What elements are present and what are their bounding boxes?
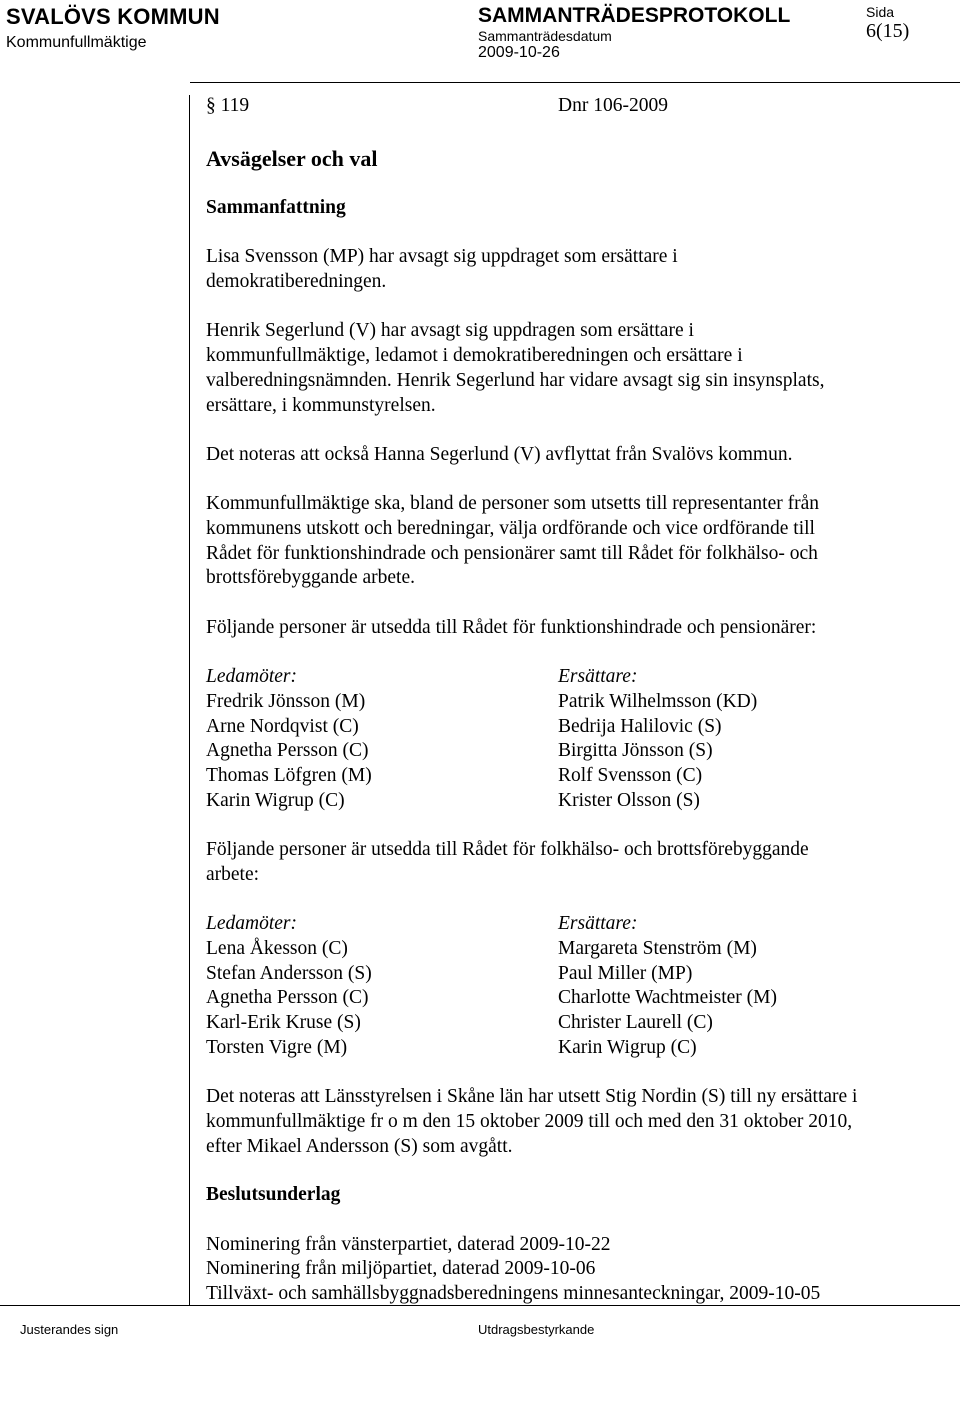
paragraph-5 [206,616,936,641]
text-line: Följande personer är utsedda till Rådet för folkhälso- och brottsförebyggande [206,839,809,861]
text-line: brottsförebyggande arbete. [206,567,415,589]
text-line: efter Mikael Andersson (S) som avgått. [206,1135,513,1157]
page-label: Sida [866,4,895,20]
deputy-name: Krister Olsson (S) [558,789,700,811]
deputies-heading: Ersättare: [558,913,638,935]
text-line: kommunens utskott och beredningar, välja ordförande och vice ordförande till [206,518,815,540]
member-name: Karl-Erik Kruse (S) [206,1012,361,1034]
deputy-name: Christer Laurell (C) [558,1012,713,1034]
deputy-name: Margareta Stenström (M) [558,937,757,959]
section-number: § 119 [206,95,250,116]
text-line: ersättare, i kommunstyrelsen. [206,394,436,416]
margin-line [189,95,190,1305]
text-line: Följande personer är utsedda till Rådet för funktionshindrade och pensionärer: [206,616,817,638]
deputy-name: Bedrija Halilovic (S) [558,715,722,737]
org-name: SVALÖVS KOMMUN [6,4,220,29]
member-name: Agnetha Persson (C) [206,740,369,762]
text-line: kommunfullmäktige, ledamot i demokratiberedningen och ersättare i [206,345,743,367]
deputy-name: Birgitta Jönsson (S) [558,740,713,762]
deputy-name: Charlotte Wachtmeister (M) [558,987,778,1009]
members-heading: Ledamöter: [206,666,297,688]
summary-heading: Sammanfattning [206,197,346,218]
text-line: kommunfullmäktige fr o m den 15 oktober 2009 till och med den 31 oktober 2010, [206,1110,853,1132]
members-column [206,665,558,813]
paragraph-7 [206,1085,936,1159]
basis-item: Nominering från vänsterpartiet, daterad 2009-10-22 [206,1233,611,1255]
paragraph-1 [206,245,936,294]
member-name: Arne Nordqvist (C) [206,715,359,737]
members-column [206,912,558,1060]
extract-certification-label: Utdragsbestyrkande [478,1322,595,1337]
text-line: Kommunfullmäktige ska, bland de personer som utsetts till representanter från [206,493,820,515]
member-name: Agnetha Persson (C) [206,987,369,1009]
page-number: 6(15) [866,20,910,42]
adjuster-signature-label: Justerandes sign [20,1322,119,1337]
paragraph-6 [206,838,936,887]
footer-divider [0,1305,960,1306]
deputies-column [558,665,910,813]
paragraph-3 [206,443,936,468]
paragraph-4 [206,492,936,591]
date-label: Sammanträdesdatum [478,28,612,44]
member-name: Thomas Löfgren (M) [206,765,372,787]
deputies-heading: Ersättare: [558,666,638,688]
section-header [206,94,936,124]
deputy-name: Karin Wigrup (C) [558,1036,697,1058]
member-name: Torsten Vigre (M) [206,1036,348,1058]
header-divider [190,82,960,83]
basis-item: Nominering från miljöpartiet, daterad 2009-10-06 [206,1258,596,1280]
member-name: Stefan Andersson (S) [206,962,372,984]
document-type: SAMMANTRÄDESPROTOKOLL [478,4,791,27]
text-line: demokratiberedningen. [206,271,387,293]
text-line: valberedningsnämnden. Henrik Segerlund har vidare avsagt sig sin insynsplats, [206,369,825,391]
text-line: Det noteras att Länsstyrelsen i Skåne län har utsett Stig Nordin (S) till ny ersättare i [206,1086,858,1108]
deputy-name: Patrik Wilhelmsson (KD) [558,690,758,712]
text-line: Rådet för funktionshindrade och pensionärer samt till Rådet för folkhälso- och [206,542,818,564]
deputies-column [558,912,910,1060]
text-line: arbete: [206,863,260,885]
diary-number: Dnr 106-2009 [558,95,668,116]
basis-list [206,1233,936,1307]
basis-item: Tillväxt- och samhällsbyggnadsberedningens minnesanteckningar, 2009-10-05 [206,1283,821,1305]
council-1-list [206,665,936,813]
members-heading: Ledamöter: [206,913,297,935]
document-body [206,92,936,1307]
member-name: Fredrik Jönsson (M) [206,690,366,712]
section-title: Avsägelser och val [206,146,378,171]
deputy-name: Paul Miller (MP) [558,962,693,984]
council-2-list [206,912,936,1060]
deputy-name: Rolf Svensson (C) [558,765,703,787]
member-name: Karin Wigrup (C) [206,789,345,811]
member-name: Lena Åkesson (C) [206,937,348,959]
meeting-date: 2009-10-26 [478,44,560,61]
text-line: Det noteras att också Hanna Segerlund (V) avflyttat från Svalövs kommun. [206,443,793,465]
text-line: Henrik Segerlund (V) har avsagt sig uppdragen som ersättare i [206,320,694,342]
paragraph-2 [206,319,936,418]
body-name: Kommunfullmäktige [6,34,147,51]
basis-heading: Beslutsunderlag [206,1184,341,1206]
text-line: Lisa Svensson (MP) har avsagt sig uppdraget som ersättare i [206,246,678,268]
